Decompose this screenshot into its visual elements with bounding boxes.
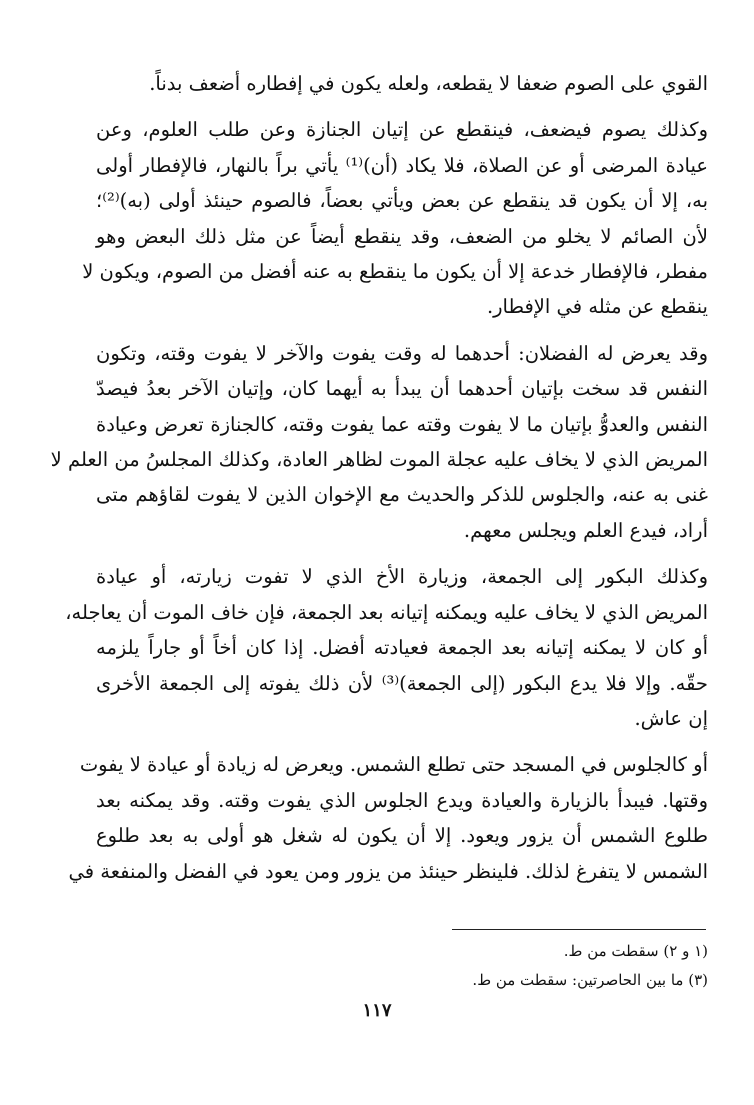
text-line: أو كان لا يمكنه إتيانه بعد الجمعة فعيادته أفضل. إذا كان أخاً أو جاراً يلزمه — [96, 636, 708, 660]
paragraph-5 — [68, 747, 708, 889]
text-line: المريض الذي لا يخاف عليه عجلة الموت لظاهر العادة، وكذلك المجلسُ من العلم لا — [50, 448, 708, 472]
text-line: به، إلا أن يكون قد ينقطع عن بعض ويأتي بعضاً، فالصوم حينئذ أولى (به)⁽²⁾؛ — [96, 189, 708, 213]
text-line: عيادة المرضى أو عن الصلاة، فلا يكاد (أن)⁽¹⁾ يأتي براً بالنهار، فالإفطار أولى — [96, 153, 709, 177]
text-line: القوي على الصوم ضعفا لا يقطعه، ولعله يكون في إفطاره أضعف بدناً. — [149, 72, 708, 95]
text-line: المريض الذي لا يخاف عليه ويمكنه إتيانه بعد الجمعة، فإن خاف الموت أن يعاجله، — [65, 600, 708, 624]
text-line: طلوع الشمس أن يزور ويعود. إلا أن يكون له شغل هو أولى به بعد طلوع — [96, 824, 708, 848]
text-line: النفس والعدوُّ بإتيان ما لا يفوت وقته عما يفوت وقته، كالجنازة تعرض وعيادة — [96, 412, 708, 436]
footnote: (٣) ما بين الحاصرتين: سقطت من ط. — [472, 971, 708, 989]
text-line: مفطر، فالإفطار خدعة إلا أن يكون ما ينقطع به عنه أفضل من الصوم، ويكون لا — [82, 260, 708, 284]
text-line: أو كالجلوس في المسجد حتى تطلع الشمس. ويعرض له زيادة أو عيادة لا يفوت — [79, 753, 708, 777]
footnotes — [108, 937, 708, 995]
text-line: وكذلك البكور إلى الجمعة، وزيارة الأخ الذي لا تفوت زيارته، أو عيادة — [96, 565, 708, 589]
footnote-divider — [452, 929, 706, 930]
paragraph-2 — [82, 112, 709, 324]
text-line: النفس قد سخت بإتيان أحدهما أن يبدأ به أيهما كان، وإتيان الآخر بعدُ فيصدّ — [96, 377, 708, 401]
text-line: وقد يعرض له الفضلان: أحدهما له وقت يفوت والآخر لا يفوت وقته، وتكون — [96, 341, 708, 365]
text-line: إن عاش. — [634, 706, 708, 730]
paragraph-3 — [50, 336, 708, 548]
text-line: وقتها. فيبدأ بالزيارة والعيادة ويدع الجلوس الذي يفوت وقته. وقد يمكنه بعد — [96, 788, 708, 812]
paragraph-1 — [96, 66, 708, 101]
footnote: (١ و ٢) سقطت من ط. — [563, 942, 708, 960]
main-text — [50, 66, 709, 889]
text-line: ينقطع عن مثله في الإفطار. — [486, 295, 708, 319]
text-line: لأن الصائم لا يخلو من الضعف، وقد ينقطع أيضاً عن مثل ذلك البعض وهو — [96, 224, 708, 248]
paragraph-4 — [65, 559, 708, 736]
text-line: حقّه. وإلا فلا يدع البكور (إلى الجمعة)⁽³⁾ لأن ذلك يفوته إلى الجمعة الأخرى — [96, 671, 708, 695]
text-line: غنى به عنه، والجلوس للذكر والحديث مع الإخوان الذين لا يفوت لقاؤهم متى — [96, 483, 708, 507]
text-line: أراد، فيدع العلم ويجلس معهم. — [463, 518, 708, 542]
text-line: الشمس لا يتفرغ لذلك. فلينظر حينئذ من يزور ومن يعود في الفضل والمنفعة في — [68, 859, 708, 883]
page-number: ١١٧ — [362, 1000, 392, 1021]
text-line: وكذلك يصوم فيضعف، فينقطع عن إتيان الجنازة وعن طلب العلوم، وعن — [96, 118, 708, 142]
